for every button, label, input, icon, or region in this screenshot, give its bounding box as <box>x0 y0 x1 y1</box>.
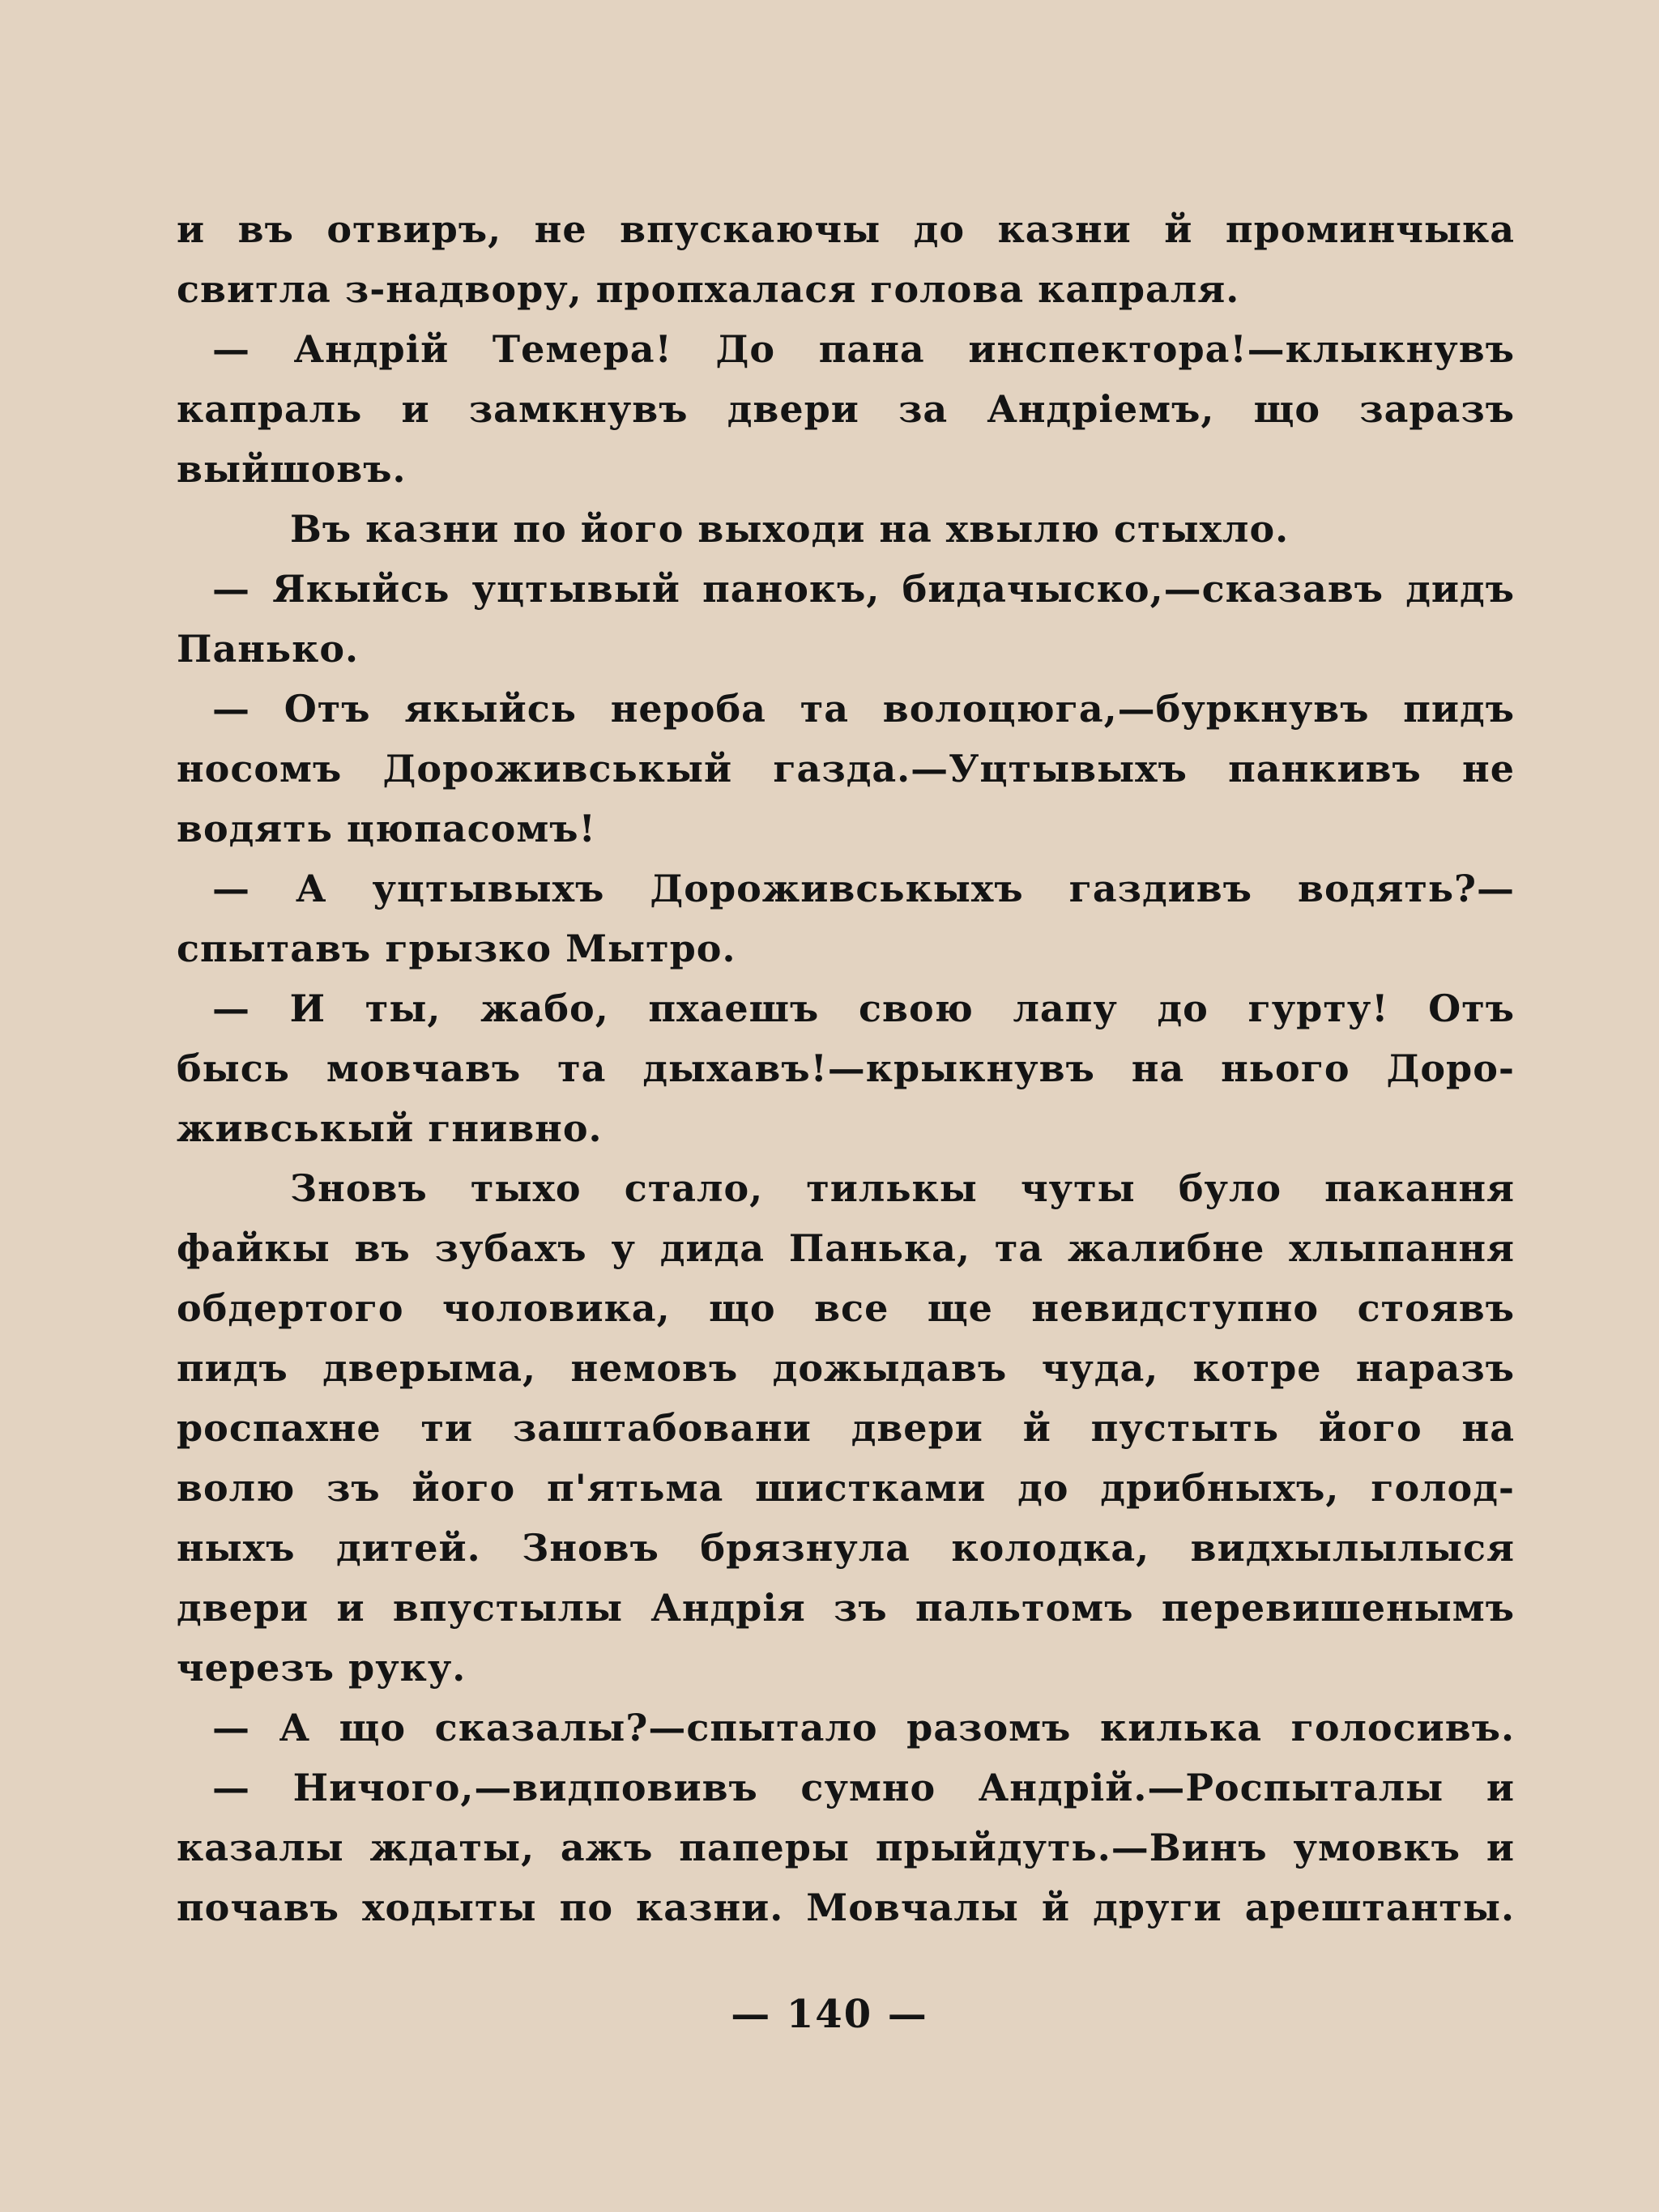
text-line: выйшовъ. <box>177 447 407 491</box>
text-line: двери и впустылы Андрія зъ пальтомъ перевишенымъ <box>177 1586 1515 1630</box>
text-line: ныхъ дитей. Зновъ брязнула колодка, видхылылыся <box>177 1526 1515 1570</box>
text-line: черезъ руку. <box>177 1646 467 1690</box>
text-line: спытавъ грызко Мытро. <box>177 927 736 970</box>
text-line: капраль и замкнувъ двери за Андріемъ, що заразъ <box>177 387 1515 431</box>
text-line: — И ты, жабо, пхаешъ свою лапу до гурту! Отъ <box>212 987 1515 1030</box>
text-line: свитла з-надвору, пропхалася голова капраля. <box>177 267 1240 311</box>
text-line: и въ отвиръ, не впускаючы до казни й проминчыка <box>177 207 1515 251</box>
text-line: живськый гнивно. <box>177 1106 603 1150</box>
text-line: файкы въ зубахъ у дида Панька, та жалибне хлыпання <box>177 1226 1515 1270</box>
text-line: — Ничого,—видповивъ сумно Андрій.—Роспыталы и <box>212 1766 1515 1809</box>
text-line: пидъ дверыма, немовъ дожыдавъ чуда, котре наразъ <box>177 1346 1515 1390</box>
page-number: — 140 — <box>731 1992 928 2037</box>
text-line: Зновъ тыхо стало, тилькы чуты було пакання <box>290 1166 1515 1210</box>
text-line: — Андрій Темера! До пана инспектора!—клыкнувъ <box>212 327 1515 371</box>
text-line: бысь мовчавъ та дыхавъ!—крыкнувъ на нього Доро- <box>177 1046 1515 1090</box>
text-line: роспахне ти заштабовани двери й пустыть його на <box>177 1406 1515 1450</box>
text-line: — А що сказалы?—спытало разомъ килька голосивъ. <box>212 1706 1515 1750</box>
text-line: волю зъ його п'ятьма шистками до дрибныхъ, голод- <box>177 1466 1515 1510</box>
body-text <box>177 199 1515 1937</box>
text-line: Въ казни по його выходи на хвылю стыхло. <box>290 507 1290 551</box>
text-line: — Отъ якыйсь нероба та волоцюга,—буркнувъ пидъ <box>212 687 1515 731</box>
text-line: — А уцтывыхъ Дороживськыхъ газдивъ водять?— <box>212 867 1515 910</box>
text-line: — Якыйсь уцтывый панокъ, бидачыско,—сказавъ дидъ <box>212 567 1515 611</box>
text-line: Панько. <box>177 627 360 671</box>
text-line: носомъ Дороживськый газда.—Уцтывыхъ панкивъ не <box>177 747 1515 791</box>
text-line: казалы ждаты, ажъ паперы прыйдуть.—Винъ умовкъ и <box>177 1826 1515 1869</box>
text-line: обдертого чоловика, що все ще невидступно стоявъ <box>177 1286 1515 1330</box>
text-line: почавъ ходыты по казни. Мовчалы й други арештанты. <box>177 1886 1515 1929</box>
text-line: водять цюпасомъ! <box>177 807 596 850</box>
